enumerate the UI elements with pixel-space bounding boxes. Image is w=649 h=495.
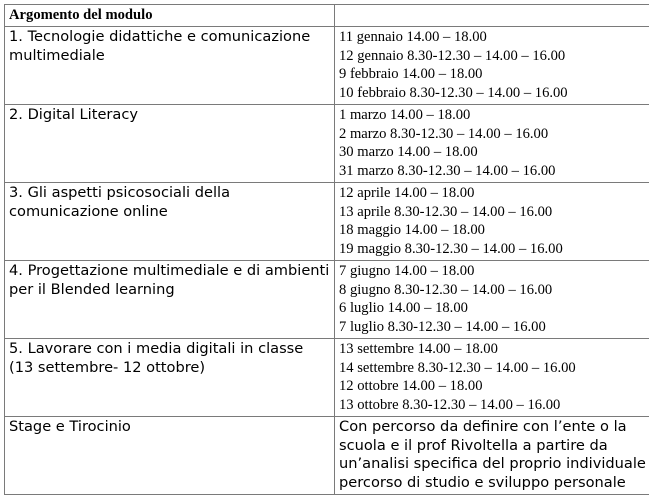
module-topic: 3. Gli aspetti psicosociali della comunicazione online — [9, 184, 230, 220]
date-line: 12 aprile 14.00 – 18.00 — [339, 184, 649, 203]
module-topic-cell — [5, 183, 335, 261]
date-line: 14 settembre 8.30-12.30 – 14.00 – 16.00 — [339, 359, 649, 378]
module-topic-cell — [5, 105, 335, 183]
date-line: 30 marzo 14.00 – 18.00 — [339, 143, 649, 162]
date-line: 12 gennaio 8.30-12.30 – 14.00 – 16.00 — [339, 47, 649, 66]
date-line: 13 ottobre 8.30-12.30 – 14.00 – 16.00 — [339, 396, 649, 415]
module-topic: 5. Lavorare con i media digitali in classe (13 settembre- 12 ottobre) — [9, 340, 303, 376]
date-line: 13 aprile 8.30-12.30 – 14.00 – 16.00 — [339, 203, 649, 222]
table-row — [5, 261, 649, 339]
date-line: 18 maggio 14.00 – 18.00 — [339, 221, 649, 240]
header-dates-cell — [335, 5, 649, 27]
module-dates-cell — [335, 183, 649, 261]
table-row — [5, 183, 649, 261]
module-topic: 2. Digital Literacy — [9, 106, 138, 123]
date-line: 31 marzo 8.30-12.30 – 14.00 – 16.00 — [339, 162, 649, 181]
date-line: 19 maggio 8.30-12.30 – 14.00 – 16.00 — [339, 240, 649, 259]
date-line: 10 febbraio 8.30-12.30 – 14.00 – 16.00 — [339, 84, 649, 103]
module-topic: Stage e Tirocinio — [9, 418, 131, 435]
module-topic-cell — [5, 417, 335, 495]
module-topic: 4. Progettazione multimediale e di ambienti per il Blended learning — [9, 262, 329, 298]
module-dates-cell — [335, 261, 649, 339]
date-line: 7 luglio 8.30-12.30 – 14.00 – 16.00 — [339, 318, 649, 337]
module-dates-cell — [335, 339, 649, 417]
table-row — [5, 105, 649, 183]
module-topic-cell — [5, 27, 335, 105]
table-row — [5, 339, 649, 417]
date-line: 13 settembre 14.00 – 18.00 — [339, 340, 649, 359]
date-line: 12 ottobre 14.00 – 18.00 — [339, 377, 649, 396]
date-line: 9 febbraio 14.00 – 18.00 — [339, 65, 649, 84]
date-line: 11 gennaio 14.00 – 18.00 — [339, 28, 649, 47]
module-topic-cell — [5, 339, 335, 417]
module-schedule-table — [4, 4, 649, 495]
module-topic: 1. Tecnologie didattiche e comunicazione multimediale — [9, 28, 310, 64]
module-dates-cell — [335, 105, 649, 183]
module-dates-cell — [335, 27, 649, 105]
date-line: 8 giugno 8.30-12.30 – 14.00 – 16.00 — [339, 281, 649, 300]
table-row — [5, 417, 649, 495]
date-line: 6 luglio 14.00 – 18.00 — [339, 299, 649, 318]
date-line: 1 marzo 14.00 – 18.00 — [339, 106, 649, 125]
table-row — [5, 27, 649, 105]
header-topic-cell — [5, 5, 335, 27]
date-line: 2 marzo 8.30-12.30 – 14.00 – 16.00 — [339, 125, 649, 144]
header-topic-label: Argomento del modulo — [9, 7, 153, 23]
stage-description: Con percorso da definire con l’ente o la scuola e il prof Rivoltella a partire da un’analisi specifica del proprio individuale percorso di studio e sviluppo personale — [339, 418, 646, 491]
date-line: 7 giugno 14.00 – 18.00 — [339, 262, 649, 281]
table-header-row — [5, 5, 649, 27]
module-dates-cell — [335, 417, 649, 495]
module-topic-cell — [5, 261, 335, 339]
